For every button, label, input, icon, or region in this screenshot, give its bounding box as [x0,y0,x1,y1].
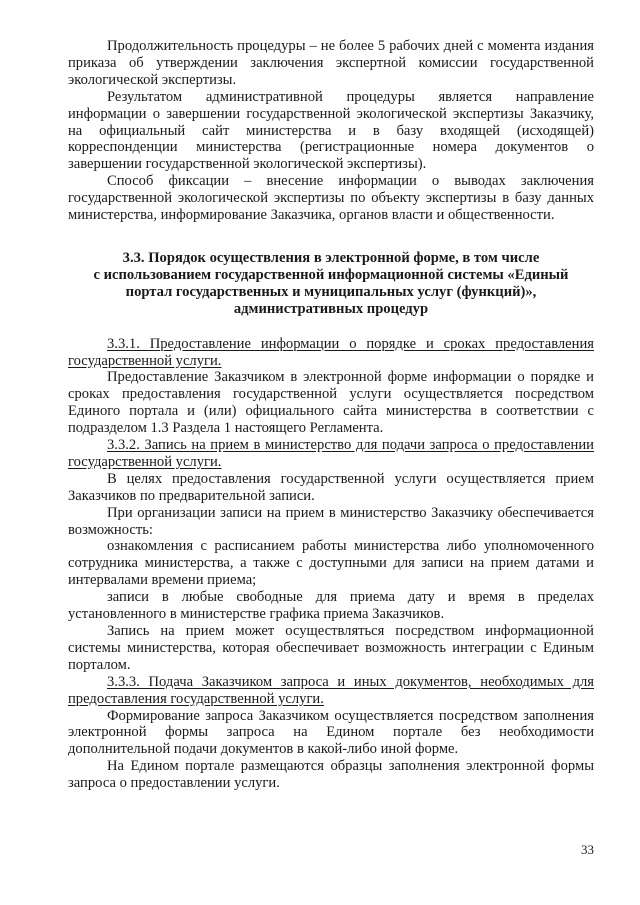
section-heading [68,250,594,318]
subsection-3-3-2-paragraph: Запись на прием может осуществляться посредством информационной системы министерства, которая обеспечивает возможность интеграции с Единым порталом. [68,623,594,673]
spacer [68,318,594,336]
spacer [68,224,594,250]
subsection-3-3-2-paragraph: При организации записи на прием в министерство Заказчику обеспечивается возможность: [68,504,594,538]
subsection-3-3-1-text: Предоставление Заказчиком в электронной форме информации о порядке и сроках предоставления государственной услуги осуществляется посредством Единого портала и (или) официального сайта министерства в соответствии с подразделом 1.3 Раздела 1 настоящего Регламента. [68,369,594,437]
section-heading-line: 3.3. Порядок осуществления в электронной форме, в том числе [122,249,540,266]
paragraph-fixation: Способ фиксации – внесение информации о выводах заключения государственной экологической экспертизы по объекту экспертизы в базу данных министерства, информирование Заказчика, органов власти и общественности. [68,173,594,224]
page-number: 33 [581,842,594,857]
subsection-3-3-2-paragraph: записи в любые свободные для приема дату и время в пределах установленного в министерстве графика приема Заказчиков. [68,589,594,623]
subsection-3-3-2-title: 3.3.2. Запись на прием в министерство для подачи запроса о предоставлении государственной услуги. [68,437,594,470]
subsection-3-3-1-title: 3.3.1. Предоставление информации о порядке и сроках предоставления государственной услуги. [68,335,594,369]
paragraph-result: Результатом административной процедуры является направление информации о завершении государственной экологической экспертизы Заказчику, на официальный сайт министерства и в базу входящей (исходящей) корреспонденции министерства (регистрационные номера документов о завершении государственной экологической экспертизы). [68,88,594,173]
subsection-3-3-3-title: 3.3.3. Подача Заказчиком запроса и иных документов, необходимых для предоставления государственной услуги. [68,673,594,707]
paragraph-duration: Продолжительность процедуры – не более 5 рабочих дней с момента издания приказа об утверждении заключения экспертной комиссии государственной экологической экспертизы. [68,38,594,88]
document-page [68,38,594,792]
subsection-3-3-2-paragraph: ознакомления с расписанием работы министерства либо уполномоченного сотрудника министерства, а также с доступными для записи на прием датами и интервалами времени приема; [68,538,594,589]
subsection-3-3-3-paragraph: Формирование запроса Заказчиком осуществляется посредством заполнения электронной формы запроса на Едином портале без необходимости дополнительной подачи документов в какой-либо иной форме. [68,707,594,758]
subsection-3-3-3-paragraph: На Едином портале размещаются образцы заполнения электронной формы запроса о предоставлении услуги. [68,758,594,792]
section-heading-line: портал государственных и муниципальных услуг (функций)», [125,283,537,300]
section-heading-line: административных процедур [233,300,429,317]
section-heading-line: с использованием государственной информационной системы «Единый [93,266,569,283]
subsection-3-3-2-paragraph: В целях предоставления государственной услуги осуществляется прием Заказчиков по предварительной записи. [68,470,594,504]
